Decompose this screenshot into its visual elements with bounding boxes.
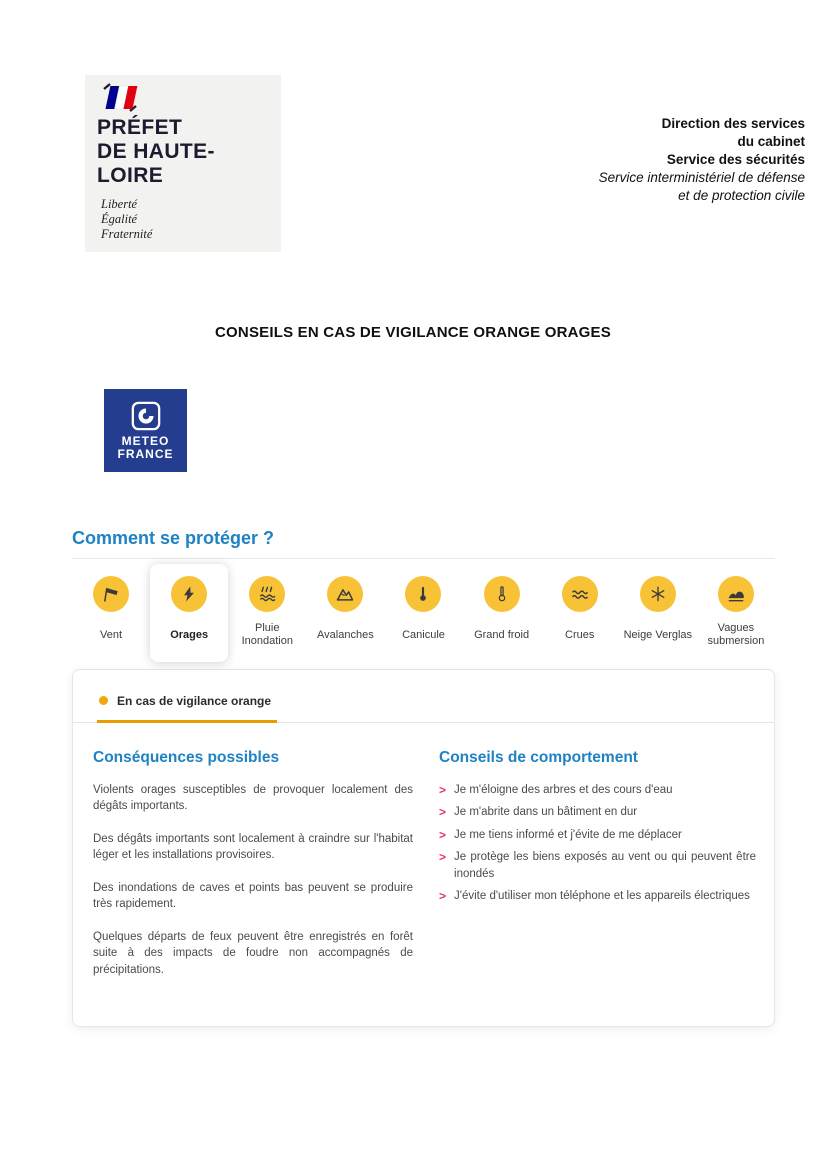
page-header: [0, 0, 826, 252]
tab-canicule[interactable]: [384, 564, 462, 662]
advice-column: [439, 749, 756, 995]
advice-item: [439, 782, 756, 799]
tab-label: Vagues submersion: [707, 622, 765, 647]
meteo-logo-line1: METEO: [121, 434, 170, 448]
snowflake-icon: [640, 576, 676, 612]
tab-orages[interactable]: [150, 564, 228, 662]
tab-neige-verglas[interactable]: [619, 564, 697, 662]
windsock-icon: [93, 576, 129, 612]
consequence-paragraph: Quelques départs de feux peuvent être enregistrés en forêt suite à des impacts de foudre non accompagnés de précipitations.: [93, 930, 413, 976]
chevron-bullet-icon: >: [439, 805, 447, 819]
motto-liberte: Liberté: [101, 197, 138, 211]
tab-label: Crues: [565, 628, 595, 641]
service-line-1: Direction des services: [661, 116, 805, 131]
waves-icon: [562, 576, 598, 612]
service-line-4: Service interministériel de défense: [598, 170, 805, 185]
vigilance-tab-label: En cas de vigilance orange: [117, 693, 272, 708]
prefecture-logo: [85, 75, 281, 252]
consequence-paragraph: Des dégâts importants sont localement à craindre sur l'habitat léger et les installations provisoires.: [93, 832, 413, 861]
consequence-paragraph: Violents orages susceptibles de provoquer localement des dégâts importants.: [93, 783, 413, 812]
mountain-icon: [327, 576, 363, 612]
advice-text: Je m'éloigne des arbres et des cours d'eau: [454, 783, 673, 796]
vigilance-card: [72, 669, 775, 1027]
republic-motto: [101, 197, 271, 242]
service-line-3: Service des sécurités: [666, 152, 805, 167]
rain-flood-icon: [249, 576, 285, 612]
prefet-line2: DE HAUTE-LOIRE: [97, 140, 215, 187]
advice-text: Je protège les biens exposés au vent ou qui peuvent être inondés: [454, 851, 756, 880]
lightning-icon: [171, 576, 207, 612]
weather-hazard-tabs: [72, 564, 775, 662]
meteo-logo-line2: FRANCE: [117, 447, 174, 461]
tab-vigilance-orange[interactable]: [97, 694, 277, 723]
advice-item: [439, 849, 756, 882]
cold-thermometer-icon: [484, 576, 520, 612]
advice-item: [439, 804, 756, 821]
document-title: CONSEILS EN CAS DE VIGILANCE ORANGE ORAGES: [215, 324, 611, 341]
motto-egalite: Égalité: [101, 212, 138, 226]
chevron-bullet-icon: >: [439, 850, 447, 864]
tab-label: Orages: [170, 628, 209, 641]
meteo-france-logo: [104, 389, 187, 472]
advice-heading: Conseils de comportement: [439, 748, 638, 766]
tab-label: Pluie Inondation: [241, 622, 293, 647]
orange-dot-icon: [99, 696, 108, 705]
section-heading: Comment se protéger ?: [72, 528, 275, 548]
hot-thermometer-icon: [405, 576, 441, 612]
service-line-5: et de protection civile: [678, 188, 805, 203]
tab-label: Grand froid: [474, 628, 530, 641]
french-flag-icon: [97, 83, 143, 112]
chevron-bullet-icon: >: [439, 782, 447, 797]
tab-label: Vent: [100, 628, 123, 641]
chevron-bullet-icon: >: [439, 827, 447, 842]
wave-icon: [718, 576, 754, 612]
tab-pluie-inondation[interactable]: [228, 564, 306, 662]
motto-fraternite: Fraternité: [101, 227, 153, 241]
advice-item: [439, 827, 756, 844]
tab-grand-froid[interactable]: [463, 564, 541, 662]
advice-list: [439, 782, 756, 905]
vigilance-card-tabs: [73, 670, 774, 723]
tab-label: Canicule: [402, 628, 445, 641]
consequence-paragraph: Des inondations de caves et points bas peuvent se produire très rapidement.: [93, 881, 413, 910]
tab-vagues-submersion[interactable]: [697, 564, 775, 662]
advice-item: [439, 888, 756, 905]
vigilance-card-body: [73, 723, 774, 1003]
tab-crues[interactable]: [541, 564, 619, 662]
prefet-line1: PRÉFET: [97, 116, 183, 139]
tab-avalanches[interactable]: [306, 564, 384, 662]
advice-text: J'évite d'utiliser mon téléphone et les appareils électriques: [454, 890, 750, 902]
advice-text: Je me tiens informé et j'évite de me déplacer: [454, 828, 682, 841]
tab-vent[interactable]: [72, 564, 150, 662]
chevron-bullet-icon: >: [439, 889, 447, 903]
consequences-heading: Conséquences possibles: [93, 748, 280, 766]
section-divider: [72, 558, 775, 559]
consequences-column: [93, 749, 413, 995]
service-line-2: du cabinet: [737, 134, 805, 149]
tab-label: Avalanches: [317, 628, 374, 641]
issuing-service-block: [599, 115, 805, 205]
meteo-france-symbol-icon: [130, 400, 162, 432]
advice-text: Je m'abrite dans un bâtiment en dur: [454, 806, 638, 818]
tab-label: Neige Verglas: [623, 628, 693, 641]
